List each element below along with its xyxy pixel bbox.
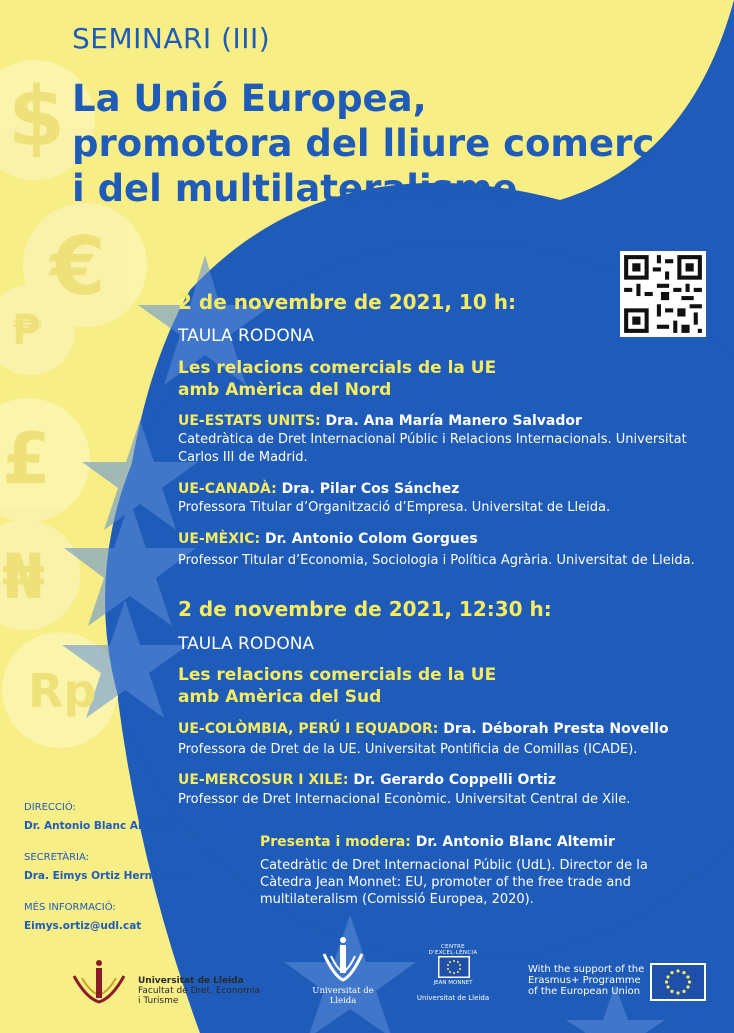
moderator-heading <box>260 833 615 851</box>
speaker-heading <box>178 412 582 430</box>
info-label: MÉS INFORMACIÓ: <box>24 902 116 913</box>
speaker-name: Dra. Déborah Presta Novello <box>438 721 669 737</box>
secretaria-value: Dra. Eimys Ortiz Hernández <box>24 870 188 882</box>
udl-faculty-line: Universitat de Lleida <box>138 976 244 986</box>
page-title <box>72 76 712 211</box>
topic-line: amb Amèrica del Sud <box>178 687 382 707</box>
info-email-link[interactable]: Eimys.ortiz@udl.cat <box>24 920 142 932</box>
speaker-description: Professora de Dret de la UE. Universitat Pontificia de Comillas (ICADE). <box>178 742 638 757</box>
erasmus-line: Erasmus+ Programme <box>528 975 641 986</box>
session2-topic <box>178 664 598 708</box>
dollar-icon: $ <box>8 70 66 165</box>
erasmus-line: of the European Union <box>528 986 641 997</box>
speaker-tag: UE-MÈXIC: <box>178 531 261 547</box>
udl-logo-icon <box>318 936 368 982</box>
pound-icon: £ <box>2 418 51 500</box>
speaker-heading <box>178 720 669 738</box>
centre-arc-text: CENTRE D'EXCEL·LÈNCIA <box>428 944 478 956</box>
udl-faculty-line: i Turisme <box>138 996 179 1006</box>
eu-flag-icon <box>438 956 470 978</box>
moderator-description: Catedràtic de Dret Internacional Públic (UdL). Director de la Càtedra Jean Monnet: EU, promoter of the free trade and multilateralism (Comissió Europea, 2020). <box>260 858 648 907</box>
speaker-tag: UE-ESTATS UNITS: <box>178 413 321 429</box>
speaker-description: Catedràtica de Dret Internacional Públic i Relacions Internacionals. Universitat Carlos III de Madrid. <box>178 432 687 465</box>
udl-faculty-logo-icon <box>64 958 134 1006</box>
speaker-heading <box>178 530 478 548</box>
speaker-tag: UE-CANADÀ: <box>178 481 277 497</box>
moderator-name: Dr. Antonio Blanc Altemir <box>410 834 615 850</box>
session2-date: 2 de novembre de 2021, 12:30 h: <box>178 597 552 621</box>
direccio-value: Dr. Antonio Blanc Altemir <box>24 820 174 832</box>
rupiah-icon: Rp <box>28 664 97 718</box>
speaker-name: Dr. Gerardo Coppelli Ortiz <box>348 772 556 788</box>
direccio-label: DIRECCIÓ: <box>24 802 76 813</box>
secretaria-label: SECRETÀRIA: <box>24 852 90 863</box>
udl-faculty-line: Facultat de Dret, Economia <box>138 986 260 996</box>
moderator-tag: Presenta i modera: <box>260 834 411 850</box>
udl-faculty-text <box>138 976 260 1006</box>
eu-emblem-icon <box>650 963 706 1001</box>
topic-line: Les relacions comercials de la UE <box>178 358 497 378</box>
title-line: La Unió Europea, <box>72 77 427 120</box>
topic-line: Les relacions comercials de la UE <box>178 665 497 685</box>
speaker-heading <box>178 771 556 789</box>
title-line: i del multilateralisme <box>72 167 518 210</box>
erasmus-support-text <box>528 964 644 997</box>
naira-icon: ₦ <box>2 540 46 613</box>
speaker-tag: UE-MERCOSUR I XILE: <box>178 772 349 788</box>
euro-icon: € <box>50 220 106 313</box>
speaker-heading <box>178 480 459 498</box>
session1-topic <box>178 357 598 401</box>
speaker-description: Professor de Dret Internacional Econòmic. Universitat Central de Xile. <box>178 792 631 807</box>
speaker-name: Dr. Antonio Colom Gorgues <box>260 531 478 547</box>
title-line: promotora del lliure comerç <box>72 122 655 165</box>
centre-bottom-label: Universitat de Lleida <box>416 994 490 1002</box>
speaker-name: Dra. Ana María Manero Salvador <box>320 413 582 429</box>
topic-line: amb Amèrica del Nord <box>178 380 392 400</box>
series-label: SEMINARI (III) <box>72 22 271 55</box>
speaker-tag: UE-COLÒMBIA, PERÚ I EQUADOR: <box>178 721 439 737</box>
qr-code[interactable] <box>620 251 706 337</box>
erasmus-line: With the support of the <box>528 964 645 975</box>
jean-monnet-label: JEAN MONNET <box>433 980 473 986</box>
speaker-description: Professor Titular d’Economia, Sociologia i Política Agrària. Universitat de Lleida. <box>178 553 695 568</box>
session1-format: TAULA RODONA <box>178 326 315 346</box>
udl-center-label: Universitat de Lleida <box>312 986 374 1006</box>
session2-format: TAULA RODONA <box>178 634 315 654</box>
session1-date: 2 de novembre de 2021, 10 h: <box>178 290 516 314</box>
peso-icon: ₱ <box>12 305 42 354</box>
speaker-name: Dra. Pilar Cos Sánchez <box>276 481 460 497</box>
speaker-description: Professora Titular d’Organització d’Empresa. Universitat de Lleida. <box>178 500 611 515</box>
